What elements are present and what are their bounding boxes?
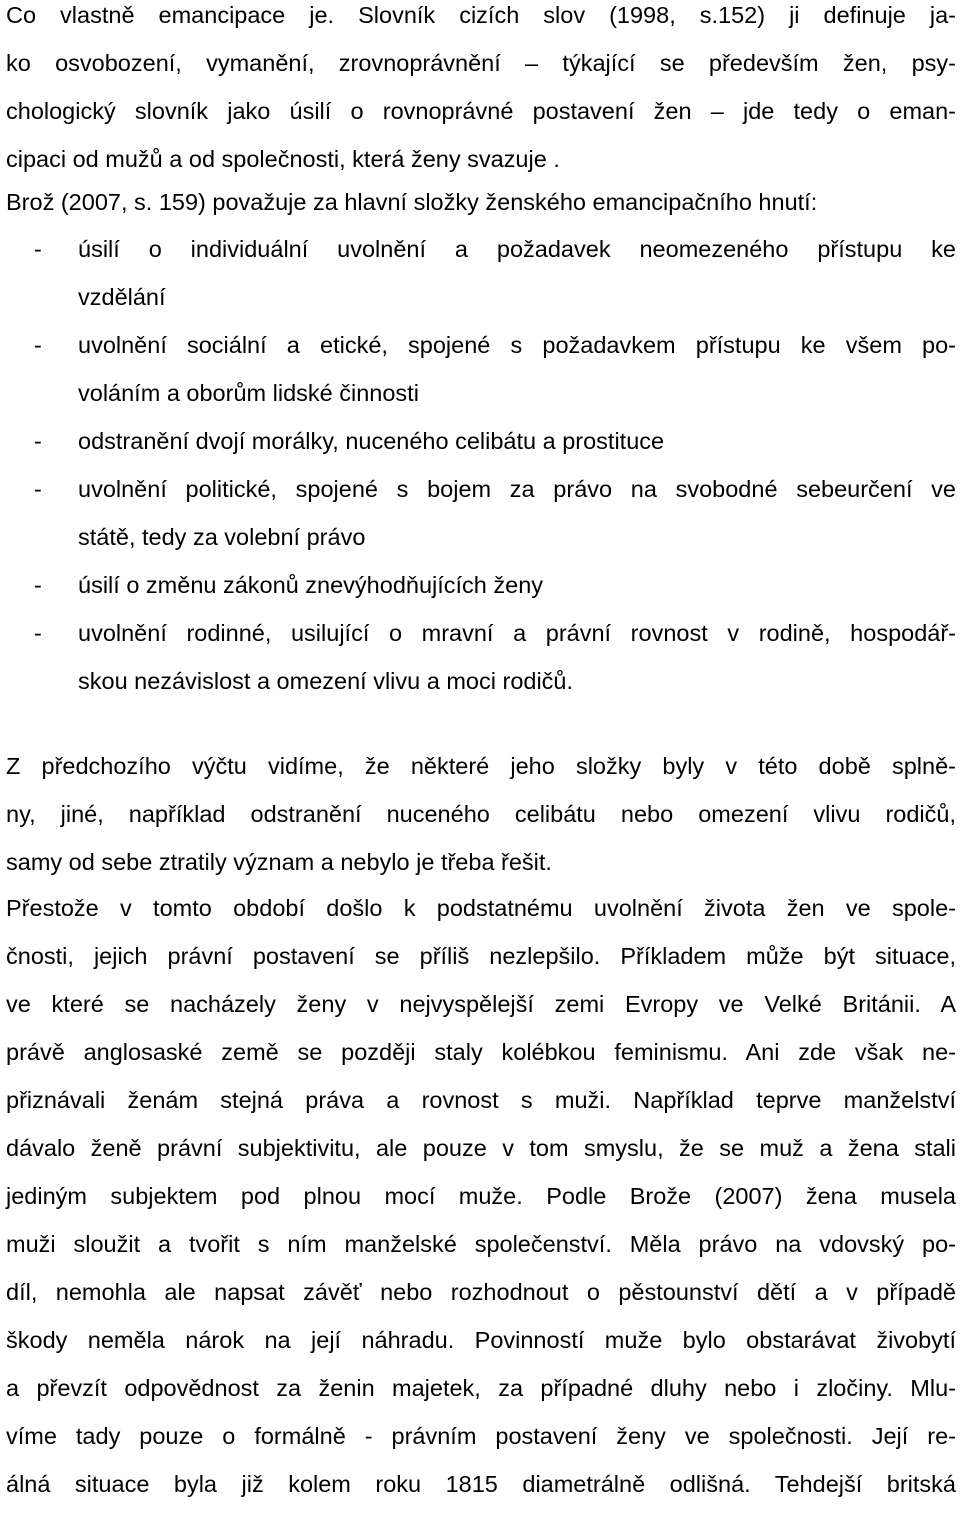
- text-line: ny, jiné, například odstranění nuceného celibátu nebo omezení vlivu rodičů,: [6, 801, 956, 827]
- text-line: uvolnění politické, spojené s bojem za právo na svobodné sebeurčení ve: [78, 476, 956, 502]
- list-dash: -: [34, 428, 42, 454]
- list-dash: -: [34, 572, 42, 598]
- text-line: cipaci od mužů a od společnosti, která ženy svazuje .: [6, 146, 560, 172]
- text-line: škody neměla nárok na její náhradu. Povinností muže bylo obstarávat živobytí: [6, 1327, 956, 1353]
- paragraph-summary: [6, 754, 956, 898]
- list-item: [6, 429, 956, 477]
- text-line: víme tady pouze o formálně - právním postavení ženy ve společnosti. Její re-: [6, 1423, 956, 1449]
- text-line: uvolnění sociální a etické, spojené s požadavkem přístupu ke všem po-: [78, 332, 956, 358]
- text-line: úsilí o změnu zákonů znevýhodňujících ženy: [78, 572, 544, 598]
- text-line: voláním a oborům lidské činnosti: [78, 380, 419, 406]
- text-line: Co vlastně emancipace je. Slovník cizích slov (1998, s.152) ji definuje ja-: [6, 2, 956, 28]
- list-item: [6, 333, 956, 429]
- paragraph-broz-intro: [6, 190, 956, 238]
- text-line: ve které se nacházely ženy v nejvyspělejší zemi Evropy ve Velké Británii. A: [6, 991, 956, 1017]
- text-line: a převzít odpovědnost za ženin majetek, za případné dluhy nebo i zločiny. Mlu-: [6, 1375, 956, 1401]
- list-item: [6, 573, 956, 621]
- text-line: dávalo ženě právní subjektivitu, ale pouze v tom smyslu, že se muž a žena stali: [6, 1135, 956, 1161]
- text-line: chologický slovník jako úsilí o rovnoprávné postavení žen – jde tedy o eman-: [6, 98, 956, 124]
- paragraph-emancipace-definition: [6, 3, 956, 195]
- text-line: právě anglosaské země se později staly kolébkou feminismu. Ani zde však ne-: [6, 1039, 956, 1065]
- text-line: odstranění dvojí morálky, nuceného celibátu a prostituce: [78, 428, 665, 454]
- text-line: jediným subjektem pod plnou mocí muže. Podle Brože (2007) žena musela: [6, 1183, 956, 1209]
- text-line: státě, tedy za volební právo: [78, 524, 366, 550]
- text-line: uvolnění rodinné, usilující o mravní a právní rovnost v rodině, hospodář-: [78, 620, 956, 646]
- text-line: ko osvobození, vymanění, zrovnoprávnění – týkající se především žen, psy-: [6, 50, 956, 76]
- text-line: samy od sebe ztratily význam a nebylo je třeba řešit.: [6, 849, 552, 875]
- text-line: přiznávali ženám stejná práva a rovnost s muži. Například teprve manželství: [6, 1087, 956, 1113]
- list-dash: -: [34, 332, 42, 358]
- text-line: úsilí o individuální uvolnění a požadavek neomezeného přístupu ke: [78, 236, 956, 262]
- text-line: Přestože v tomto období došlo k podstatnému uvolnění života žen ve spole-: [6, 895, 956, 921]
- text-line: muži sloužit a tvořit s ním manželské společenství. Měla právo na vdovský po-: [6, 1231, 956, 1257]
- text-line: čnosti, jejich právní postavení se příliš nezlepšilo. Příkladem může být situace,: [6, 943, 956, 969]
- list-item: [6, 477, 956, 573]
- list-item: [6, 621, 956, 717]
- text-line: díl, nemohla ale napsat závěť nebo rozhodnout o pěstounství dětí a v případě: [6, 1279, 956, 1305]
- list-dash: -: [34, 620, 42, 646]
- list-item: [6, 237, 956, 333]
- text-line: álná situace byla již kolem roku 1815 diametrálně odlišná. Tehdejší britská: [6, 1471, 956, 1497]
- list-dash: -: [34, 236, 42, 262]
- emancipation-components-list: [6, 237, 956, 717]
- text-line: skou nezávislost a omezení vlivu a moci rodičů.: [78, 668, 574, 694]
- text-line: vzdělání: [78, 284, 166, 310]
- paragraph-legal-status: [6, 896, 956, 1520]
- list-dash: -: [34, 476, 42, 502]
- text-line: Z předchozího výčtu vidíme, že některé jeho složky byly v této době splně-: [6, 753, 956, 779]
- text-line: Brož (2007, s. 159) považuje za hlavní složky ženského emancipačního hnutí:: [6, 189, 818, 215]
